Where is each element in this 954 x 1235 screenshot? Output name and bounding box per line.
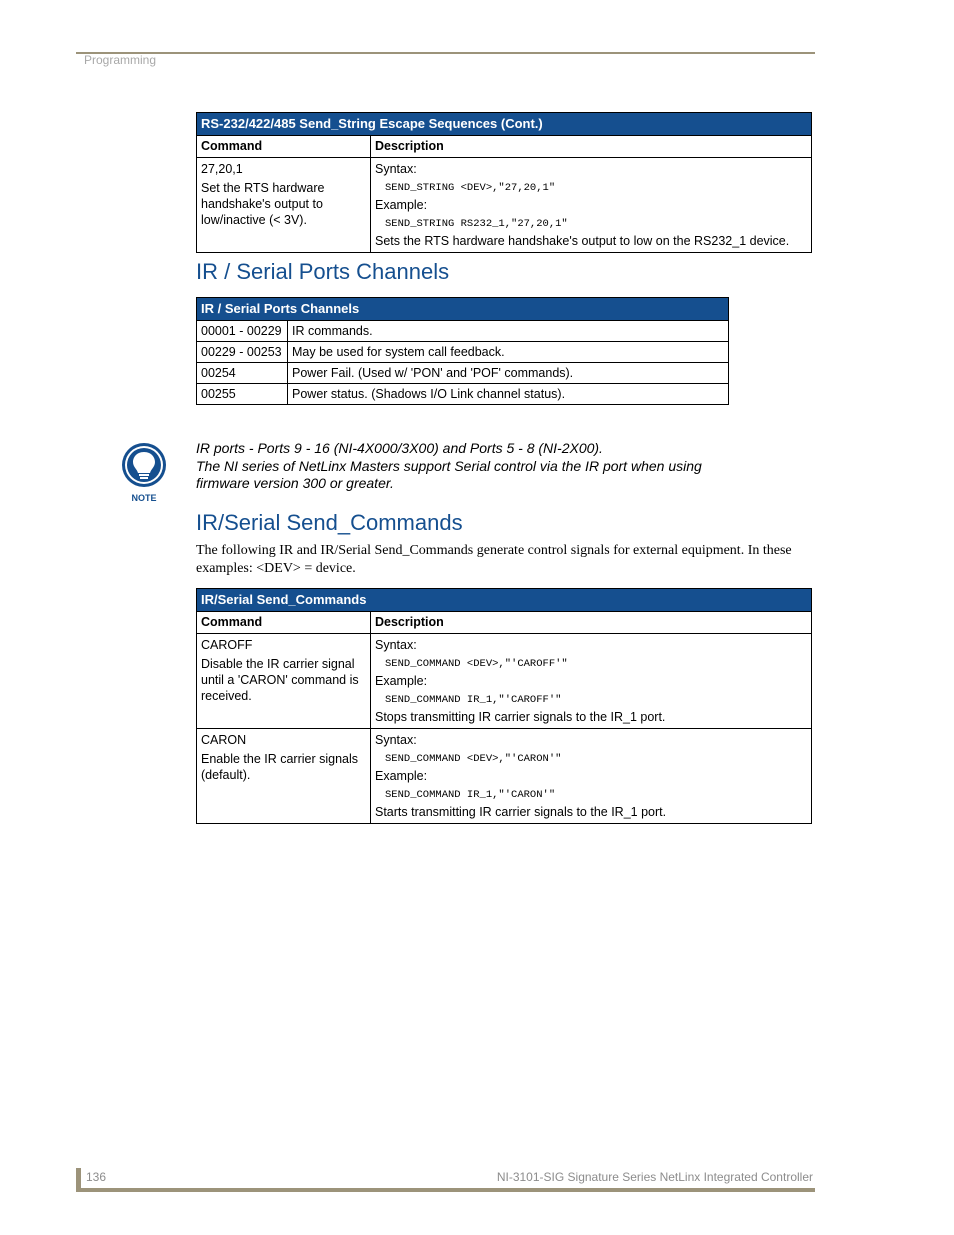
channel-range: 00254 xyxy=(197,363,288,384)
section-heading-channels: IR / Serial Ports Channels xyxy=(196,259,450,284)
command-cell xyxy=(197,729,371,824)
table-row xyxy=(197,342,729,363)
result-text: Sets the RTS hardware handshake's output to low on the RS232_1 device. xyxy=(375,234,790,248)
channels-table xyxy=(196,297,729,405)
note-line: The NI series of NetLinx Masters support Serial control via the IR port when using xyxy=(196,457,702,474)
syntax-label: Syntax: xyxy=(375,162,417,176)
table-title: IR / Serial Ports Channels xyxy=(197,298,729,321)
command-description: Enable the IR carrier signals (default). xyxy=(201,752,359,782)
footer-rule xyxy=(76,1188,815,1192)
command-name: CAROFF xyxy=(201,638,253,652)
table-row xyxy=(197,634,812,729)
note-line: IR ports - Ports 9 - 16 (NI-4X000/3X00) and Ports 5 - 8 (NI-2X00). xyxy=(196,440,603,456)
command-cell xyxy=(197,158,371,253)
running-head: Programming xyxy=(84,53,157,67)
example-label: Example: xyxy=(375,198,428,212)
table-row xyxy=(197,729,812,824)
table-row xyxy=(197,384,729,405)
command-description: Disable the IR carrier signal until a 'CARON' command is received. xyxy=(201,657,359,703)
rs232-escape-table xyxy=(196,112,812,253)
intro-paragraph xyxy=(196,542,806,577)
channel-range: 00255 xyxy=(197,384,288,405)
intro-line: The following IR and IR/Serial Send_Commands generate control signals for external equipment. In these xyxy=(196,543,792,558)
section-heading-send-commands: IR/Serial Send_Commands xyxy=(196,510,463,535)
table-row xyxy=(197,158,812,253)
result-text: Stops transmitting IR carrier signals to the IR_1 port. xyxy=(375,710,666,724)
header-rule xyxy=(76,52,815,54)
description-cell xyxy=(371,729,812,824)
intro-line: examples: <DEV> = device. xyxy=(196,560,356,576)
column-header-command: Command xyxy=(197,612,371,634)
note-text xyxy=(196,440,756,493)
syntax-label: Syntax: xyxy=(375,638,417,652)
channel-range: 00229 - 00253 xyxy=(197,342,288,363)
syntax-code: SEND_COMMAND <DEV>,"'CAROFF'" xyxy=(385,658,568,670)
column-header-description: Description xyxy=(371,136,812,158)
syntax-code: SEND_STRING <DEV>,"27,20,1" xyxy=(385,182,556,194)
channel-range: 00001 - 00229 xyxy=(197,321,288,342)
channel-description: Power status. (Shadows I/O Link channel status). xyxy=(288,384,729,405)
channel-description: Power Fail. (Used w/ 'PON' and 'POF' commands). xyxy=(288,363,729,384)
note-line: firmware version 300 or greater. xyxy=(196,475,394,491)
command-description: Set the RTS hardware handshake's output to low/inactive (< 3V). xyxy=(201,181,325,227)
table-row xyxy=(197,321,729,342)
note-label: NOTE xyxy=(131,493,157,503)
column-header-command: Command xyxy=(197,136,371,158)
example-code: SEND_COMMAND IR_1,"'CARON'" xyxy=(385,789,556,801)
description-cell xyxy=(371,634,812,729)
command-name: CARON xyxy=(201,733,247,747)
note-lightbulb-icon xyxy=(119,442,169,509)
description-cell xyxy=(371,158,812,253)
channel-description: IR commands. xyxy=(288,321,729,342)
table-title: IR/Serial Send_Commands xyxy=(197,589,812,612)
syntax-code: SEND_COMMAND <DEV>,"'CARON'" xyxy=(385,753,562,765)
example-label: Example: xyxy=(375,769,428,783)
syntax-label: Syntax: xyxy=(375,733,417,747)
command-cell xyxy=(197,634,371,729)
example-label: Example: xyxy=(375,674,428,688)
example-code: SEND_COMMAND IR_1,"'CAROFF'" xyxy=(385,694,562,706)
send-commands-table xyxy=(196,588,812,824)
result-text: Starts transmitting IR carrier signals to the IR_1 port. xyxy=(375,805,667,819)
table-row xyxy=(197,363,729,384)
column-header-description: Description xyxy=(371,612,812,634)
channel-description: May be used for system call feedback. xyxy=(288,342,729,363)
example-code: SEND_STRING RS232_1,"27,20,1" xyxy=(385,218,568,230)
table-title: RS-232/422/485 Send_String Escape Sequences (Cont.) xyxy=(197,113,812,136)
page-number: 136 xyxy=(86,1170,107,1184)
command-name: 27,20,1 xyxy=(201,162,243,176)
document-title: NI-3101-SIG Signature Series NetLinx Integrated Controller xyxy=(496,1170,813,1184)
